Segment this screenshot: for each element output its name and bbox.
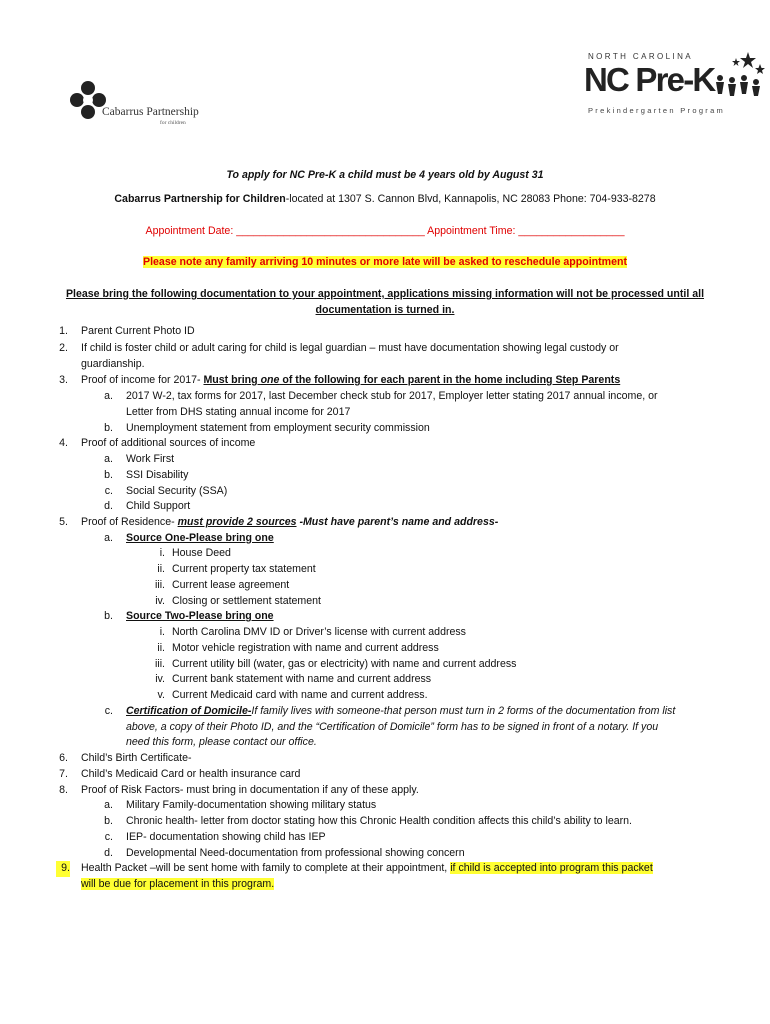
list-roman: iii. [154, 579, 165, 591]
list-subsubitem: Current utility bill (water, gas or electricity) with name and current address [172, 658, 517, 670]
list-subitem: Social Security (SSA) [126, 485, 228, 497]
list-subsubitem: Current bank statement with name and current address [172, 673, 432, 685]
residence-prefix: Proof of Residence- [81, 516, 178, 528]
domicile-text-2: above, a copy of their Photo ID, and the “Certification of Domicile” form has to be signed in front of a notary. If you [126, 721, 659, 733]
income-bold-italic: one [260, 374, 280, 386]
logo-top-text: NORTH CAROLINA [588, 52, 694, 61]
late-notice [0, 255, 770, 271]
list-letter: b. [104, 469, 113, 481]
domicile-text-3: need this form, please contact our office. [126, 736, 317, 748]
appointment-time-label: Appointment Time: [427, 225, 516, 237]
cabarrus-partnership-logo [68, 78, 218, 128]
list-letter: a. [104, 390, 113, 402]
age-requirement: To apply for NC Pre-K a child must be 4 years old by August 31 [226, 169, 544, 181]
domicile-text-1: If family lives with someone-that person must turn in 2 forms of the documentation from list [251, 705, 676, 717]
list-item [81, 861, 653, 877]
list-letter: d. [104, 847, 113, 859]
income-bold-2: of the following for each parent in the home including Step Parents [279, 374, 621, 386]
list-subitem: Source One-Please bring one [126, 532, 274, 544]
list-subsubitem: Current property tax statement [172, 563, 316, 575]
list-subitem: Military Family-documentation showing military status [126, 799, 377, 811]
list-item: Parent Current Photo ID [81, 325, 195, 337]
nc-prek-logo [580, 50, 770, 120]
list-number: 8. [59, 784, 68, 796]
list-subitem: Chronic health- letter from doctor stating how this Chronic Health condition affects this child’s ability to learn. [126, 815, 633, 827]
list-roman: ii. [157, 563, 165, 575]
list-subsubitem: Current Medicaid card with name and current address. [172, 689, 428, 701]
list-letter: a. [104, 453, 113, 465]
documentation-notice-line-2: documentation is turned in. [315, 304, 455, 316]
logo-main-text: NC Pre-K [584, 61, 715, 98]
list-subsubitem: Current lease agreement [172, 579, 290, 591]
list-roman: iv. [155, 673, 165, 685]
list-subitem: Child Support [126, 500, 191, 512]
list-item: Proof of additional sources of income [81, 437, 256, 449]
list-item-continued: guardianship. [81, 358, 145, 370]
list-number: 6. [59, 752, 68, 764]
list-subsubitem: Closing or settlement statement [172, 595, 321, 607]
list-number: 4. [59, 437, 68, 449]
list-roman: iv. [155, 595, 165, 607]
list-roman: i. [159, 626, 165, 638]
list-subitem [126, 704, 675, 720]
list-number: 7. [59, 768, 68, 780]
children-stars-icon [708, 50, 768, 98]
documentation-notice-line-1: Please bring the following documentation to your appointment, applications missing information will not be processed until all [65, 288, 705, 300]
list-letter: c. [104, 831, 113, 843]
income-prefix: Proof of income for 2017- [81, 374, 204, 386]
list-subsubitem: House Deed [172, 547, 231, 559]
health-packet-text: Health Packet –will be sent home with family to complete at their appointment, [81, 862, 451, 874]
list-letter: d. [104, 500, 113, 512]
list-item: Child’s Birth Certificate- [81, 752, 192, 764]
list-roman: ii. [157, 642, 165, 654]
domicile-title: Certification of Domicile- [126, 705, 252, 717]
residence-suffix: -Must have parent’s name and address- [296, 516, 499, 528]
list-number: 5. [59, 516, 68, 528]
list-roman: i. [159, 547, 165, 559]
list-subitem: IEP- documentation showing child has IEP [126, 831, 326, 843]
list-roman: iii. [154, 658, 165, 670]
list-subitem-continued: Letter from DHS stating annual income for 2017 [126, 406, 351, 418]
list-letter: b. [104, 422, 113, 434]
logo-subtitle: for children [160, 120, 186, 126]
list-item-continued [81, 877, 274, 893]
appointment-date-blank[interactable]: ________________________________ [236, 225, 425, 237]
list-letter: b. [104, 610, 113, 622]
income-bold-1: Must bring [203, 374, 261, 386]
list-letter: c. [104, 485, 113, 497]
list-item: If child is foster child or adult caring for child is legal guardian – must have documentation showing legal custody or [81, 342, 619, 354]
list-subitem: 2017 W-2, tax forms for 2017, last December check stub for 2017, Employer letter stating 2017 annual income, or [126, 390, 658, 402]
organization-name: Cabarrus Partnership for Children [114, 193, 286, 205]
logo-name: Cabarrus Partnership [102, 106, 199, 118]
list-item [81, 373, 620, 389]
health-packet-highlight-1: if child is accepted into program this packet [450, 862, 653, 874]
list-subitem: Unemployment statement from employment security commission [126, 422, 430, 434]
list-subsubitem: North Carolina DMV ID or Driver’s license with current address [172, 626, 466, 638]
list-subitem: Work First [126, 453, 175, 465]
list-number: 3. [59, 374, 68, 386]
list-number: 2. [59, 342, 68, 354]
list-number: 1. [59, 325, 68, 337]
list-item: Proof of Risk Factors- must bring in documentation if any of these apply. [81, 784, 419, 796]
list-roman: v. [157, 689, 165, 701]
appointment-time-blank[interactable]: __________________ [518, 225, 625, 237]
list-letter: b. [104, 815, 113, 827]
income-bold [203, 374, 620, 386]
list-letter: c. [104, 705, 113, 717]
logo-sub-text: Prekindergarten Program [588, 106, 726, 115]
residence-sources: must provide 2 sources [177, 516, 297, 528]
late-notice-text: Please note any family arriving 10 minutes or more late will be asked to reschedule appointment [143, 256, 627, 268]
list-subitem: SSI Disability [126, 469, 189, 481]
list-subitem: Source Two-Please bring one [126, 610, 274, 622]
list-item [81, 515, 498, 531]
health-packet-highlight-2: will be due for placement in this program. [81, 878, 275, 890]
appointment-date-label: Appointment Date: [145, 225, 234, 237]
list-letter: a. [104, 532, 113, 544]
appointment-line [0, 224, 770, 240]
organization-line [0, 192, 770, 208]
list-letter: a. [104, 799, 113, 811]
list-subitem: Developmental Need-documentation from professional showing concern [126, 847, 465, 859]
list-subsubitem: Motor vehicle registration with name and current address [172, 642, 439, 654]
list-number: 9. [56, 861, 70, 877]
organization-detail: -located at 1307 S. Cannon Blvd, Kannapolis, NC 28083 Phone: 704-933-8278 [285, 193, 656, 205]
list-item: Child’s Medicaid Card or health insurance card [81, 768, 301, 780]
